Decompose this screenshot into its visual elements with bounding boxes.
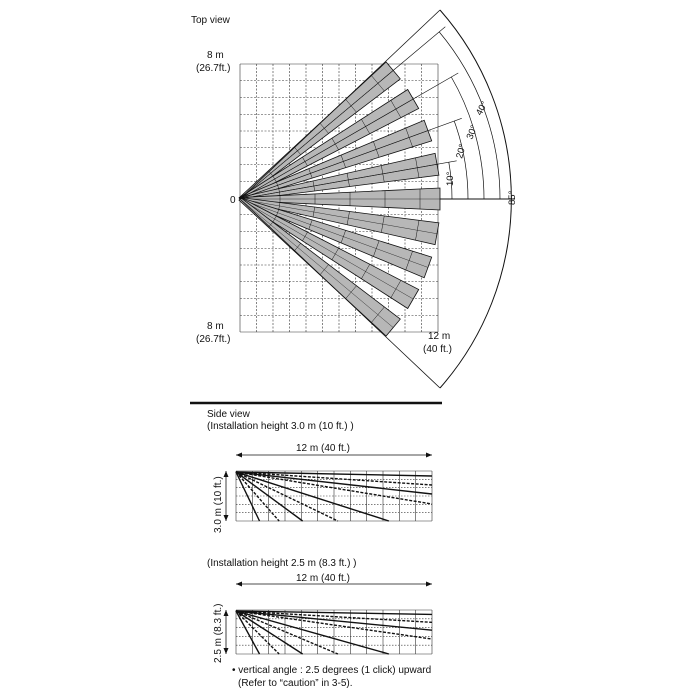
side-1-height-arrow-bottom	[224, 515, 229, 521]
side-2-height-arrow-top	[224, 610, 229, 616]
note-line-1: • vertical angle : 2.5 degrees (1 click) upward	[232, 665, 432, 676]
angle-label-10: 10°	[445, 171, 456, 186]
side-2-grid	[236, 610, 432, 654]
side-2-width-label: 12 m (40 ft.)	[296, 573, 350, 584]
angle-label-40: 40°	[473, 99, 491, 118]
top-view-beams	[239, 62, 440, 336]
angle-label-85: 85°	[507, 190, 518, 205]
top-distance-label-ft: (26.7ft.)	[196, 63, 231, 74]
side-ray	[236, 611, 338, 654]
side-view-2-subtitle: (Installation height 2.5 m (8.3 ft.) )	[207, 558, 357, 569]
side-1-height-arrow-top	[224, 471, 229, 477]
range-label-ft: (40 ft.)	[423, 344, 452, 355]
side-1-width-arrow-right	[426, 453, 432, 458]
top-distance-label: 8 m	[207, 50, 224, 61]
side-ray	[236, 472, 260, 521]
side-view-1	[207, 409, 432, 533]
note-line-2: (Refer to “caution” in 3-5).	[238, 678, 353, 689]
side-view-1-subtitle: (Installation height 3.0 m (10 ft.) )	[207, 421, 354, 432]
bottom-distance-label-ft: (26.7ft.)	[196, 334, 231, 345]
side-1-width-label: 12 m (40 ft.)	[296, 443, 350, 454]
angle-label-30: 30°	[464, 123, 481, 142]
range-label: 12 m	[428, 331, 451, 342]
side-2-width-arrow-right	[426, 582, 432, 587]
angle-label-20: 20°	[454, 143, 469, 160]
side-1-height-label: 3.0 m (10 ft.)	[213, 476, 224, 533]
side-view-title: Side view	[207, 409, 250, 420]
origin-label: 0	[230, 195, 236, 206]
side-view-2	[207, 558, 432, 689]
side-1-grid	[236, 471, 432, 521]
side-ray	[236, 611, 389, 654]
side-2-height-label: 2.5 m (8.3 ft.)	[213, 603, 224, 663]
side-ray	[236, 611, 260, 654]
bottom-distance-label: 8 m	[207, 321, 224, 332]
top-view	[191, 10, 518, 388]
top-view-title: Top view	[191, 15, 230, 26]
side-1-width-arrow-left	[236, 453, 242, 458]
side-2-height-arrow-bottom	[224, 648, 229, 654]
side-2-width-arrow-left	[236, 582, 242, 587]
side-ray	[236, 611, 303, 654]
